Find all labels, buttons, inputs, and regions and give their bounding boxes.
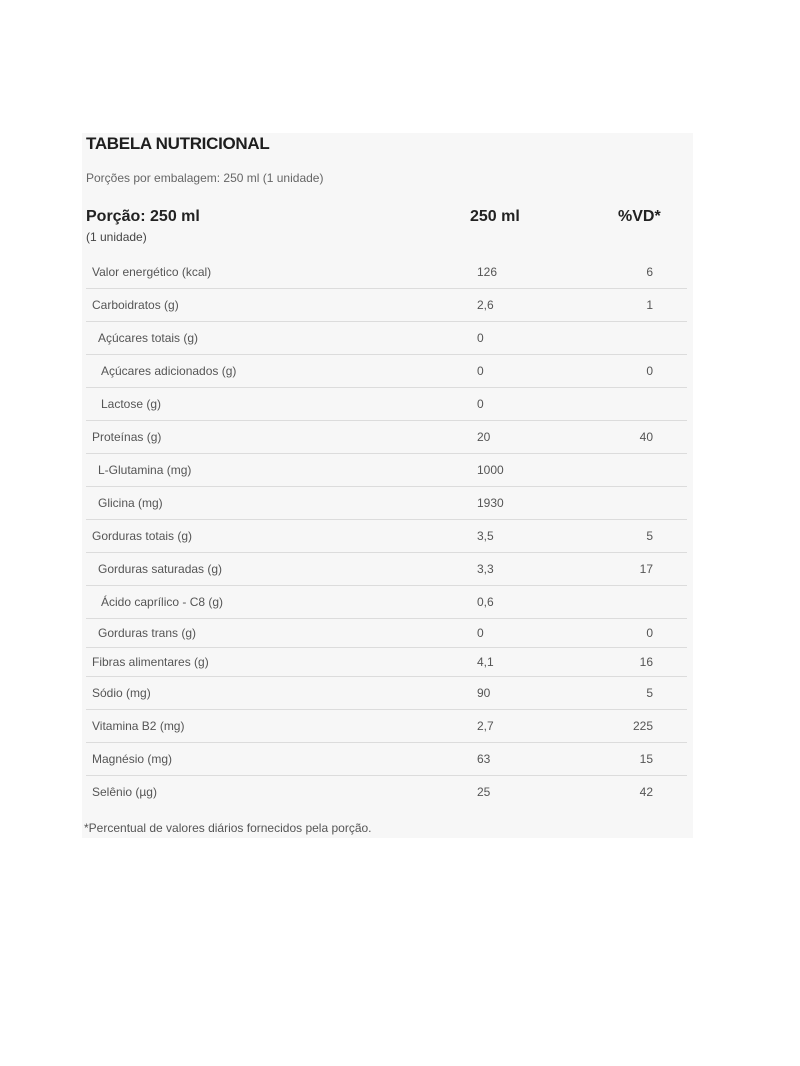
- nutrient-row: [86, 710, 687, 743]
- dv-column-header: %VD*: [618, 208, 661, 225]
- nutrient-row: [86, 743, 687, 776]
- nutrient-name: Gorduras trans (g): [98, 626, 197, 640]
- nutrient-name: Proteínas (g): [92, 430, 162, 444]
- nutrient-amount: 0: [477, 364, 484, 378]
- nutrient-name: Gorduras saturadas (g): [98, 562, 223, 576]
- portion-unit: (1 unidade): [86, 230, 147, 244]
- nutrient-amount: 3,5: [477, 529, 494, 543]
- nutrient-dv: 40: [639, 430, 653, 444]
- nutrient-dv: 6: [646, 265, 653, 279]
- nutrient-amount: 0: [477, 626, 484, 640]
- nutrient-name: Magnésio (mg): [92, 752, 173, 766]
- nutrient-amount: 1000: [477, 463, 504, 477]
- nutrient-row: [86, 421, 687, 454]
- nutrient-name: Carboidratos (g): [92, 298, 179, 312]
- nutrient-row: [86, 520, 687, 553]
- nutrient-amount: 126: [477, 265, 498, 279]
- nutrient-amount: 20: [477, 430, 491, 444]
- nutrient-dv: 17: [639, 562, 653, 576]
- servings-per-package: Porções por embalagem: 250 ml (1 unidade): [86, 171, 324, 185]
- nutrient-rows: [86, 256, 687, 808]
- nutrient-amount: 90: [477, 686, 491, 700]
- table-title: TABELA NUTRICIONAL: [86, 134, 270, 153]
- nutrient-amount: 0: [477, 331, 484, 345]
- amount-column-header: 250 ml: [470, 208, 520, 225]
- nutrient-row: [86, 355, 687, 388]
- footnote: *Percentual de valores diários fornecidos pela porção.: [84, 821, 372, 835]
- nutrient-row: [86, 322, 687, 355]
- nutrient-row: [86, 289, 687, 322]
- nutrient-row: [86, 619, 687, 648]
- nutrient-amount: 63: [477, 752, 491, 766]
- nutrient-amount: 1930: [477, 496, 504, 510]
- nutrient-name: Vitamina B2 (mg): [92, 719, 185, 733]
- nutrient-row: [86, 648, 687, 677]
- nutrient-name: Lactose (g): [101, 397, 162, 411]
- nutrient-dv: 5: [646, 686, 653, 700]
- nutrient-name: Glicina (mg): [98, 496, 163, 510]
- nutrient-row: [86, 586, 687, 619]
- nutrient-row: [86, 677, 687, 710]
- nutrient-amount: 2,6: [477, 298, 494, 312]
- nutrient-dv: 0: [646, 364, 653, 378]
- nutrient-dv: 42: [639, 785, 653, 799]
- nutrient-dv: 225: [632, 719, 653, 733]
- nutrient-row: [86, 553, 687, 586]
- nutrient-name: Selênio (µg): [92, 785, 157, 799]
- nutrient-dv: 0: [646, 626, 653, 640]
- nutrient-name: L-Glutamina (mg): [98, 463, 192, 477]
- nutrient-name: Sódio (mg): [92, 686, 151, 700]
- nutrition-table-panel: [82, 133, 693, 838]
- nutrient-name: Açúcares totais (g): [98, 331, 199, 345]
- nutrient-dv: 5: [646, 529, 653, 543]
- nutrient-amount: 4,1: [477, 655, 494, 669]
- nutrient-row: [86, 388, 687, 421]
- nutrient-name: Valor energético (kcal): [92, 265, 212, 279]
- nutrient-dv: 16: [639, 655, 653, 669]
- nutrient-amount: 25: [477, 785, 491, 799]
- nutrient-name: Açúcares adicionados (g): [101, 364, 237, 378]
- nutrient-name: Gorduras totais (g): [92, 529, 193, 543]
- nutrient-row: [86, 487, 687, 520]
- nutrient-dv: 1: [646, 298, 653, 312]
- nutrient-row: [86, 454, 687, 487]
- nutrient-amount: 0,6: [477, 595, 494, 609]
- nutrient-amount: 3,3: [477, 562, 494, 576]
- nutrient-name: Fibras alimentares (g): [92, 655, 209, 669]
- nutrient-dv: 15: [639, 752, 653, 766]
- nutrient-amount: 2,7: [477, 719, 494, 733]
- portion-heading: Porção: 250 ml: [86, 208, 200, 225]
- nutrient-amount: 0: [477, 397, 484, 411]
- nutrient-name: Ácido caprílico - C8 (g): [101, 595, 224, 609]
- nutrient-row: [86, 256, 687, 289]
- nutrient-row: [86, 776, 687, 808]
